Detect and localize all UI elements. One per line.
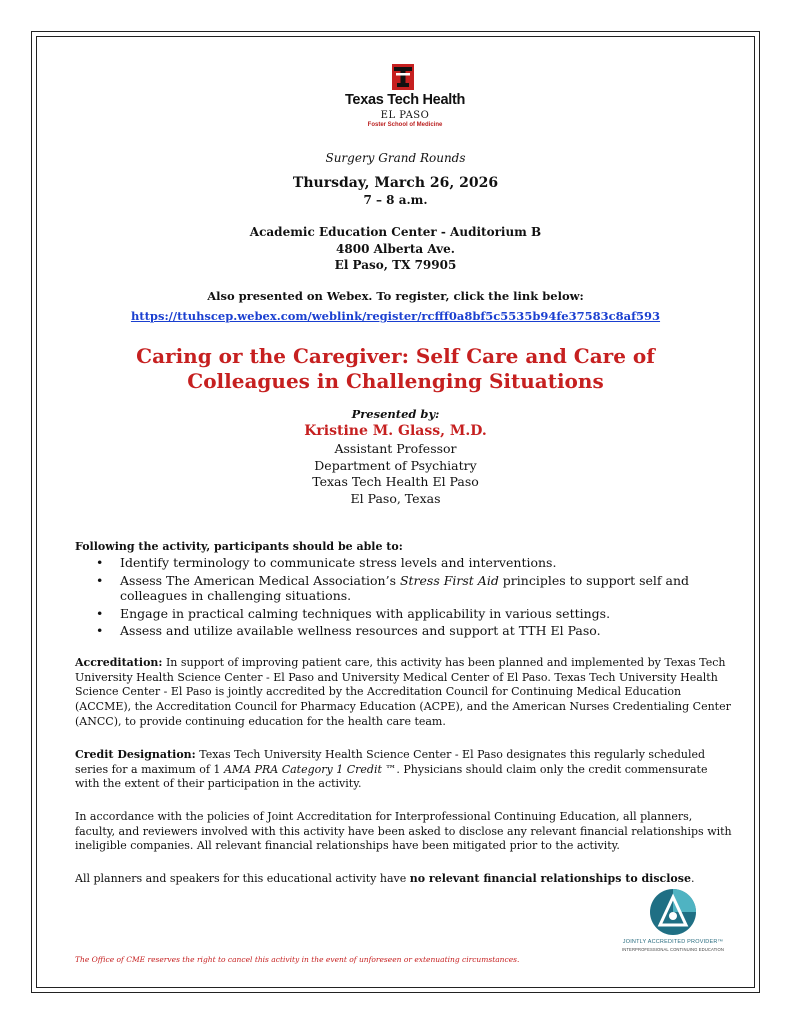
ttuhsc-logo	[330, 58, 480, 140]
accreditation-text: In support of improving patient care, this activity has been planned and implemented by Texas Tech University Health Science Center - El Paso and University Medical Center of El Paso. Texas Tech University Health Science Center - El Paso is jointly accredited by the Accreditation Council for Continuing Medical Education (ACCME), the Accreditation Council for Pharmacy Education (ACPE), and the American Nurses Credentialing Center (ANCC), to provide continuing education for the health care team.	[75, 656, 731, 728]
webex-note: Also presented on Webex. To register, click the link below:	[207, 289, 584, 303]
jointly-accredited-sublabel: INTERPROFESSIONAL CONTINUING EDUCATION	[622, 947, 724, 952]
disclosure-text: All planners and speakers for this educational activity have	[75, 872, 410, 885]
speaker-credentials	[40, 441, 751, 507]
jointly-accredited-label: JOINTLY ACCREDITED PROVIDER™	[622, 939, 724, 945]
list-item: • Identify terminology to communicate stress levels and interventions.	[120, 555, 735, 571]
event-address	[40, 224, 751, 274]
jointly-accredited-logo-icon	[648, 887, 698, 937]
speaker-location: El Paso, Texas	[350, 490, 441, 506]
talk-title: Caring or the Caregiver: Self Care and Care of Colleagues in Challenging Situations	[136, 344, 655, 393]
logo-name: Texas Tech Health	[344, 92, 466, 108]
webex-register-link[interactable]: https://ttuhscep.webex.com/weblink/register/rcfff0a8bf5c5535b94fe37583c8af593	[130, 309, 661, 323]
city: El Paso, TX 79905	[334, 258, 457, 272]
list-item: • Engage in practical calming techniques with applicability in various settings.	[120, 606, 735, 622]
event-date: Thursday, March 26, 2026	[292, 175, 499, 191]
credit-text: . Physicians should claim only the credit commensurate with the extent of their participation in the activity.	[75, 762, 708, 791]
list-item-text: Assess The American Medical Association’s	[120, 572, 400, 588]
disclosure-paragraph	[75, 872, 735, 887]
credit-label: Credit Designation:	[75, 748, 196, 761]
list-item-emphasis: Stress First Aid	[399, 572, 499, 588]
list-item-text: principles to support self and colleagues in challenging situations.	[120, 572, 690, 604]
event-time: 7 – 8 a.m.	[363, 193, 428, 207]
series-name: Surgery Grand Rounds	[325, 151, 466, 165]
double-t-icon	[392, 64, 414, 90]
accreditation-paragraph	[75, 656, 735, 730]
disclosure-end: .	[690, 872, 695, 885]
policy-paragraph: In accordance with the policies of Joint Accreditation for Interprofessional Continuing Education, all planners, faculty, and reviewers involved with this activity have been asked to disclose any relevant financial relationships with ineligible companies. All relevant financial relationships have been mitigated prior to the activity.	[75, 810, 732, 853]
speaker-institution: Texas Tech Health El Paso	[312, 474, 479, 489]
jointly-accredited-badge	[618, 887, 728, 957]
credit-text: Texas Tech University Health Science Center - El Paso designates this regularly scheduled series for a maximum of 1	[75, 748, 706, 776]
location: Academic Education Center - Auditorium B	[249, 225, 542, 239]
cancellation-notice: The Office of CME reserves the right to cancel this activity in the event of unforeseen or extenuating circumstances.	[75, 955, 520, 964]
presented-by-label: Presented by:	[351, 407, 440, 421]
logo-campus: EL PASO	[380, 110, 430, 121]
speaker-department: Department of Psychiatry	[314, 457, 477, 473]
list-item	[120, 573, 735, 604]
accreditation-label: Accreditation:	[75, 656, 163, 669]
objectives-list	[75, 555, 735, 641]
credit-emphasis: AMA PRA Category 1 Credit ™	[223, 762, 397, 776]
speaker-name: Kristine M. Glass, M.D.	[304, 423, 487, 439]
objectives-heading: Following the activity, participants should be able to:	[75, 540, 403, 553]
list-item: • Assess and utilize available wellness resources and support at TTH El Paso.	[120, 623, 735, 639]
speaker-title: Assistant Professor	[334, 441, 457, 456]
logo-school: Foster School of Medicine	[367, 122, 443, 128]
credit-paragraph	[75, 748, 735, 792]
street: 4800 Alberta Ave.	[336, 241, 455, 256]
disclosure-emphasis: no relevant financial relationships to disclose	[409, 872, 691, 885]
